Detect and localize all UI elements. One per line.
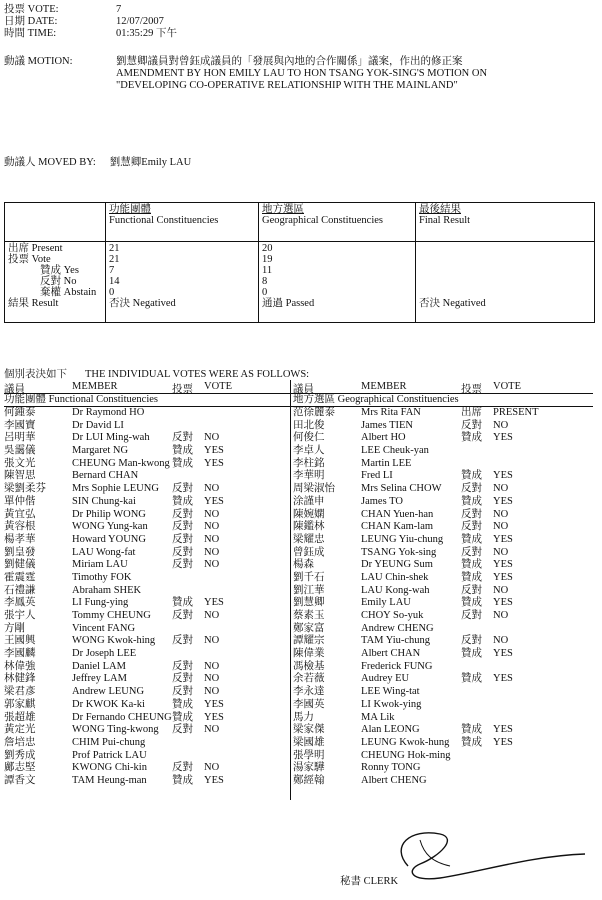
member-vote-row bbox=[4, 610, 304, 623]
member-vote-row bbox=[293, 648, 593, 661]
member-name-zh: 郭家麒 bbox=[4, 698, 36, 710]
member-vote-row bbox=[293, 483, 593, 496]
vote-en: YES bbox=[493, 736, 513, 748]
individual-votes-title: 個別表決如下 THE INDIVIDUAL VOTES WERE AS FOLLOWS: bbox=[4, 369, 310, 380]
gc-header: 地方選區 Geographical Constituencies bbox=[259, 203, 416, 242]
member-name-zh: 何俊仁 bbox=[293, 432, 325, 444]
member-name-en: SIN Chung-kai bbox=[72, 495, 136, 507]
vote-en: NO bbox=[204, 559, 220, 571]
vote-zh: 贊成 bbox=[461, 724, 482, 736]
member-name-en: Timothy FOK bbox=[72, 571, 132, 583]
member-name-zh: 范徐麗泰 bbox=[293, 407, 335, 418]
member-name-zh: 湯家驊 bbox=[293, 762, 325, 774]
member-vote-row bbox=[4, 509, 304, 522]
vote-zh: 贊成 bbox=[172, 457, 193, 469]
member-name-en: WONG Kwok-hing bbox=[72, 635, 156, 647]
member-vote-row bbox=[293, 534, 593, 547]
member-vote-row bbox=[4, 762, 304, 775]
vote-en: YES bbox=[493, 673, 513, 685]
member-name-en: Margaret NG bbox=[72, 445, 129, 457]
member-name-en: Miriam LAU bbox=[72, 559, 128, 571]
gc-votes-column bbox=[290, 380, 593, 800]
vote-zh: 反對 bbox=[172, 686, 193, 698]
member-name-en: Audrey EU bbox=[361, 673, 410, 685]
member-name-en: Mrs Sophie LEUNG bbox=[72, 483, 159, 495]
motion-label: 動議 MOTION: bbox=[4, 56, 73, 67]
gc-results: 20 19 11 8 0 通過 Passed bbox=[259, 242, 416, 323]
member-name-zh: 譚耀宗 bbox=[293, 635, 325, 647]
member-name-en: Alan LEONG bbox=[361, 724, 420, 736]
summary-row-labels: 出席 Present 投票 Vote 贊成 Yes 反對 No 棄權 Abstain 結果 Result bbox=[5, 242, 106, 323]
member-vote-row bbox=[293, 547, 593, 560]
gc-section-title: 地方選區 Geographical Constituencies bbox=[293, 394, 593, 407]
vote-zh: 贊成 bbox=[461, 495, 482, 507]
member-vote-row bbox=[4, 737, 304, 750]
vote-en: PRESENT bbox=[493, 407, 539, 418]
member-name-en: Albert CHAN bbox=[361, 648, 421, 660]
member-name-zh: 黃定光 bbox=[4, 724, 36, 736]
vote-en: YES bbox=[204, 711, 224, 723]
member-name-en: KWONG Chi-kin bbox=[72, 762, 147, 774]
member-name-en: LEE Cheuk-yan bbox=[361, 445, 429, 457]
member-name-zh: 楊森 bbox=[293, 559, 314, 571]
member-vote-row bbox=[293, 623, 593, 636]
vote-en: NO bbox=[204, 521, 220, 533]
vote-zh: 出席 bbox=[461, 407, 482, 418]
vote-zh: 贊成 bbox=[461, 470, 482, 482]
member-name-zh: 李華明 bbox=[293, 470, 325, 482]
member-name-en: LEUNG Yiu-chung bbox=[361, 533, 444, 545]
vote-date: 日期 DATE: 12/07/2007 bbox=[4, 16, 164, 27]
vote-en: YES bbox=[204, 774, 224, 786]
fc-header: 功能團體 Functional Constituencies bbox=[106, 203, 259, 242]
member-vote-row bbox=[293, 458, 593, 471]
member-vote-row bbox=[293, 496, 593, 509]
member-vote-row bbox=[4, 699, 304, 712]
member-name-zh: 方剛 bbox=[4, 622, 25, 634]
member-name-en: CHEUNG Man-kwong bbox=[72, 457, 170, 469]
fc-votes-column bbox=[4, 380, 304, 788]
vote-zh: 反對 bbox=[461, 635, 482, 647]
vote-zh: 贊成 bbox=[172, 711, 193, 723]
vote-zh: 贊成 bbox=[172, 774, 193, 786]
member-vote-row bbox=[293, 521, 593, 534]
member-name-zh: 黃宜弘 bbox=[4, 508, 36, 520]
member-name-zh: 吳靄儀 bbox=[4, 445, 36, 457]
vote-en: NO bbox=[204, 610, 220, 621]
member-name-zh: 石禮謙 bbox=[4, 584, 36, 596]
vote-en: YES bbox=[493, 597, 513, 609]
member-name-zh: 鄭家富 bbox=[293, 622, 325, 634]
member-name-zh: 林偉強 bbox=[4, 660, 36, 672]
member-name-zh: 詹培忠 bbox=[4, 736, 36, 748]
member-name-zh: 梁君彥 bbox=[4, 686, 36, 698]
vote-zh: 反對 bbox=[461, 521, 482, 533]
vote-zh: 贊成 bbox=[461, 533, 482, 545]
vote-en: NO bbox=[204, 533, 220, 545]
member-name-en: Ronny TONG bbox=[361, 762, 421, 774]
moved-by: 動議人 MOVED BY: 劉慧卿Emily LAU bbox=[4, 157, 192, 168]
member-vote-row bbox=[4, 597, 304, 610]
vote-en: NO bbox=[493, 584, 509, 596]
vote-en: YES bbox=[493, 470, 513, 482]
member-vote-row bbox=[293, 445, 593, 458]
member-name-en: Dr Philip WONG bbox=[72, 508, 146, 520]
vote-en: YES bbox=[204, 597, 224, 609]
member-name-zh: 陳偉業 bbox=[293, 648, 325, 660]
vote-zh: 贊成 bbox=[461, 648, 482, 660]
vote-zh: 反對 bbox=[461, 584, 482, 596]
member-vote-row bbox=[4, 585, 304, 598]
member-name-en: CHAN Yuen-han bbox=[361, 508, 434, 520]
member-name-en: MA Lik bbox=[361, 711, 395, 723]
member-name-zh: 余若薇 bbox=[293, 673, 325, 685]
vote-zh: 贊成 bbox=[172, 597, 193, 609]
member-name-zh: 霍震霆 bbox=[4, 571, 36, 583]
member-name-en: Mrs Selina CHOW bbox=[361, 483, 442, 495]
vote-zh: 贊成 bbox=[172, 445, 193, 457]
member-vote-row bbox=[4, 547, 304, 560]
member-name-en: Dr KWOK Ka-ki bbox=[72, 698, 145, 710]
member-vote-row bbox=[293, 775, 593, 788]
member-vote-row bbox=[293, 635, 593, 648]
member-name-en: Dr David LI bbox=[72, 419, 124, 431]
member-name-zh: 李卓人 bbox=[293, 445, 325, 457]
member-name-zh: 呂明華 bbox=[4, 432, 36, 444]
clerk-label: 秘書 CLERK bbox=[340, 876, 399, 887]
member-name-en: Martin LEE bbox=[361, 457, 412, 469]
vote-zh: 反對 bbox=[172, 724, 193, 736]
member-name-zh: 李國寶 bbox=[4, 419, 36, 431]
member-name-en: Dr Joseph LEE bbox=[72, 648, 137, 660]
vote-zh: 贊成 bbox=[461, 673, 482, 685]
member-name-en: TSANG Yok-sing bbox=[361, 546, 437, 558]
member-name-zh: 單仲偕 bbox=[4, 495, 36, 507]
member-name-en: Dr Fernando CHEUNG bbox=[72, 711, 172, 723]
member-name-zh: 梁劉柔芬 bbox=[4, 483, 46, 495]
vote-en: NO bbox=[493, 508, 509, 520]
vote-zh: 反對 bbox=[172, 610, 193, 621]
vote-zh: 反對 bbox=[172, 533, 193, 545]
vote-zh: 反對 bbox=[172, 762, 193, 774]
member-vote-row bbox=[293, 509, 593, 522]
member-vote-row bbox=[293, 470, 593, 483]
member-name-en: LAU Kong-wah bbox=[361, 584, 430, 596]
member-name-zh: 鄺志堅 bbox=[4, 762, 36, 774]
member-vote-row bbox=[293, 597, 593, 610]
fc-section-title: 功能團體 Functional Constituencies bbox=[4, 394, 304, 407]
member-name-en: Andrew LEUNG bbox=[72, 686, 145, 698]
vote-zh: 反對 bbox=[461, 483, 482, 495]
member-name-zh: 李鳳英 bbox=[4, 597, 36, 609]
member-name-zh: 劉江華 bbox=[293, 584, 325, 596]
vote-en: NO bbox=[493, 483, 509, 495]
vote-zh: 贊成 bbox=[461, 597, 482, 609]
vote-zh: 反對 bbox=[172, 673, 193, 685]
member-name-en: CHAN Kam-lam bbox=[361, 521, 434, 533]
vote-time: 時間 TIME: 01:35:29 下午 bbox=[4, 28, 177, 39]
vote-en: YES bbox=[204, 445, 224, 457]
member-name-en: Emily LAU bbox=[361, 597, 411, 609]
vote-en: YES bbox=[493, 571, 513, 583]
vote-en: NO bbox=[204, 660, 220, 672]
member-name-zh: 李永達 bbox=[293, 686, 325, 698]
member-vote-row bbox=[4, 661, 304, 674]
vote-zh: 反對 bbox=[172, 521, 193, 533]
member-name-zh: 陳智思 bbox=[4, 470, 36, 482]
member-name-en: Prof Patrick LAU bbox=[72, 749, 147, 761]
member-vote-row bbox=[4, 534, 304, 547]
vote-en: YES bbox=[493, 559, 513, 571]
member-name-zh: 張文光 bbox=[4, 457, 36, 469]
member-name-en: LI Fung-ying bbox=[72, 597, 129, 609]
member-name-zh: 蔡素玉 bbox=[293, 610, 325, 621]
member-name-zh: 馮檢基 bbox=[293, 660, 325, 672]
member-name-zh: 林健鋒 bbox=[4, 673, 36, 685]
member-name-en: Frederick FUNG bbox=[361, 660, 433, 672]
vote-number: 投票 VOTE: 7 bbox=[4, 4, 122, 15]
member-name-zh: 王國興 bbox=[4, 635, 36, 647]
member-name-zh: 陳鑑林 bbox=[293, 521, 325, 533]
final-header: 最後結果 Final Result bbox=[416, 203, 595, 242]
member-vote-row bbox=[293, 420, 593, 433]
member-name-en: LEUNG Kwok-hung bbox=[361, 736, 450, 748]
member-vote-row bbox=[4, 775, 304, 788]
vote-zh: 反對 bbox=[172, 432, 193, 444]
member-vote-row bbox=[4, 750, 304, 763]
vote-zh: 贊成 bbox=[461, 571, 482, 583]
vote-en: NO bbox=[493, 419, 509, 431]
column-header: 議員 MEMBER 投票 VOTE bbox=[293, 380, 593, 394]
vote-en: NO bbox=[204, 762, 220, 774]
member-vote-row bbox=[4, 673, 304, 686]
member-vote-row bbox=[293, 762, 593, 775]
member-name-en: LAU Chin-shek bbox=[361, 571, 429, 583]
vote-zh: 反對 bbox=[172, 559, 193, 571]
vote-en: NO bbox=[493, 521, 509, 533]
vote-en: YES bbox=[204, 457, 224, 469]
member-vote-row bbox=[4, 521, 304, 534]
vote-en: NO bbox=[204, 432, 220, 444]
vote-en: NO bbox=[204, 686, 220, 698]
member-name-en: LAU Wong-fat bbox=[72, 546, 136, 558]
member-name-en: Vincent FANG bbox=[72, 622, 136, 634]
member-name-en: Abraham SHEK bbox=[72, 584, 142, 596]
member-vote-row bbox=[293, 750, 593, 763]
member-name-zh: 劉秀成 bbox=[4, 749, 36, 761]
member-name-en: Tommy CHEUNG bbox=[72, 610, 151, 621]
member-name-zh: 馬力 bbox=[293, 711, 314, 723]
member-vote-row bbox=[4, 623, 304, 636]
member-vote-row bbox=[4, 458, 304, 471]
vote-en: NO bbox=[204, 635, 220, 647]
member-name-en: WONG Ting-kwong bbox=[72, 724, 159, 736]
vote-en: NO bbox=[204, 483, 220, 495]
member-name-zh: 劉慧卿 bbox=[293, 597, 325, 609]
member-vote-row bbox=[293, 610, 593, 623]
member-name-zh: 黃容根 bbox=[4, 521, 36, 533]
member-name-en: James TIEN bbox=[361, 419, 414, 431]
member-name-en: Bernard CHAN bbox=[72, 470, 139, 482]
member-vote-row bbox=[293, 661, 593, 674]
member-name-zh: 梁家傑 bbox=[293, 724, 325, 736]
member-name-en: Albert HO bbox=[361, 432, 406, 444]
vote-zh: 反對 bbox=[172, 508, 193, 520]
member-vote-row bbox=[4, 496, 304, 509]
member-name-zh: 李國麟 bbox=[4, 648, 36, 660]
vote-zh: 贊成 bbox=[172, 698, 193, 710]
clerk-signature bbox=[380, 826, 590, 890]
member-vote-row bbox=[293, 572, 593, 585]
vote-en: YES bbox=[204, 495, 224, 507]
vote-en: YES bbox=[493, 533, 513, 545]
member-name-zh: 劉千石 bbox=[293, 571, 325, 583]
member-vote-row bbox=[4, 407, 304, 420]
vote-zh: 反對 bbox=[461, 419, 482, 431]
vote-zh: 反對 bbox=[461, 508, 482, 520]
member-name-en: CHOY So-yuk bbox=[361, 610, 424, 621]
member-vote-row bbox=[4, 635, 304, 648]
vote-zh: 贊成 bbox=[172, 495, 193, 507]
member-vote-row bbox=[4, 686, 304, 699]
member-vote-row bbox=[4, 572, 304, 585]
member-vote-row bbox=[4, 559, 304, 572]
vote-zh: 反對 bbox=[172, 546, 193, 558]
fc-results: 21 21 7 14 0 否決 Negatived bbox=[106, 242, 259, 323]
vote-en: NO bbox=[204, 673, 220, 685]
member-vote-row bbox=[293, 724, 593, 737]
member-name-en: Albert CHENG bbox=[361, 774, 427, 786]
member-vote-row bbox=[4, 712, 304, 725]
vote-en: NO bbox=[493, 635, 509, 647]
member-name-zh: 劉皇發 bbox=[4, 546, 36, 558]
member-name-en: LI Kwok-ying bbox=[361, 698, 422, 710]
member-vote-row bbox=[293, 559, 593, 572]
vote-en: NO bbox=[493, 546, 509, 558]
member-vote-row bbox=[4, 724, 304, 737]
vote-zh: 反對 bbox=[461, 546, 482, 558]
member-vote-row bbox=[293, 712, 593, 725]
member-name-zh: 李國英 bbox=[293, 698, 325, 710]
member-vote-row bbox=[293, 699, 593, 712]
member-vote-row bbox=[293, 585, 593, 598]
vote-zh: 贊成 bbox=[461, 559, 482, 571]
member-name-en: LEE Wing-tat bbox=[361, 686, 420, 698]
vote-zh: 贊成 bbox=[461, 736, 482, 748]
vote-en: NO bbox=[204, 724, 220, 736]
member-name-en: Jeffrey LAM bbox=[72, 673, 127, 685]
member-name-zh: 楊孝華 bbox=[4, 533, 36, 545]
member-name-zh: 曾鈺成 bbox=[293, 546, 325, 558]
member-name-zh: 何鍾泰 bbox=[4, 407, 36, 418]
member-name-zh: 譚香文 bbox=[4, 774, 36, 786]
member-vote-row bbox=[4, 648, 304, 661]
member-name-en: James TO bbox=[361, 495, 403, 507]
member-vote-row bbox=[4, 483, 304, 496]
member-vote-row bbox=[4, 420, 304, 433]
member-name-zh: 陳婉嫻 bbox=[293, 508, 325, 520]
vote-en: NO bbox=[493, 610, 509, 621]
vote-en: YES bbox=[493, 495, 513, 507]
member-vote-row bbox=[293, 686, 593, 699]
member-name-en: CHEUNG Hok-ming bbox=[361, 749, 451, 761]
member-name-en: TAM Yiu-chung bbox=[361, 635, 431, 647]
member-name-zh: 涂謹申 bbox=[293, 495, 325, 507]
vote-en: YES bbox=[493, 648, 513, 660]
vote-zh: 反對 bbox=[172, 635, 193, 647]
member-name-zh: 田北俊 bbox=[293, 419, 325, 431]
member-name-en: Dr Raymond HO bbox=[72, 407, 145, 418]
vote-en: YES bbox=[493, 432, 513, 444]
member-vote-row bbox=[293, 407, 593, 420]
member-name-zh: 李柱銘 bbox=[293, 457, 325, 469]
member-vote-row bbox=[293, 673, 593, 686]
member-name-zh: 張超雄 bbox=[4, 711, 36, 723]
member-name-zh: 鄭經翰 bbox=[293, 774, 325, 786]
member-name-zh: 梁國雄 bbox=[293, 736, 325, 748]
vote-zh: 反對 bbox=[172, 483, 193, 495]
motion-text: 劉慧卿議員對曾鈺成議員的「發展與內地的合作關係」議案，作出的修正案 AMENDMENT BY HON EMILY LAU TO HON TSANG YOK-SING'S MOTION ON "DEVELOPING CO-OPERATIVE RELATIONSHIP WITH THE MAINLAND" bbox=[116, 56, 488, 91]
member-name-en: Fred LI bbox=[361, 470, 393, 482]
member-name-en: Andrew CHENG bbox=[361, 622, 434, 634]
vote-zh: 反對 bbox=[461, 610, 482, 621]
vote-en: NO bbox=[204, 546, 220, 558]
member-name-en: Mrs Rita FAN bbox=[361, 407, 421, 418]
member-vote-row bbox=[293, 737, 593, 750]
member-name-en: WONG Yung-kan bbox=[72, 521, 148, 533]
member-name-en: Howard YOUNG bbox=[72, 533, 146, 545]
member-vote-row bbox=[4, 470, 304, 483]
member-name-zh: 張學明 bbox=[293, 749, 325, 761]
member-vote-row bbox=[4, 445, 304, 458]
result-summary-table bbox=[4, 202, 595, 323]
member-name-zh: 周梁淑怡 bbox=[293, 483, 335, 495]
member-name-en: Dr LUI Ming-wah bbox=[72, 432, 150, 444]
vote-zh: 贊成 bbox=[461, 432, 482, 444]
member-name-zh: 張宇人 bbox=[4, 610, 36, 621]
member-name-en: TAM Heung-man bbox=[72, 774, 147, 786]
vote-en: YES bbox=[204, 698, 224, 710]
member-name-en: Daniel LAM bbox=[72, 660, 126, 672]
column-header: 議員 MEMBER 投票 VOTE bbox=[4, 380, 304, 394]
member-vote-row bbox=[4, 432, 304, 445]
member-name-en: CHIM Pui-chung bbox=[72, 736, 146, 748]
final-result: 否決 Negatived bbox=[416, 242, 595, 323]
member-name-zh: 梁耀忠 bbox=[293, 533, 325, 545]
member-name-zh: 劉健儀 bbox=[4, 559, 36, 571]
vote-zh: 反對 bbox=[172, 660, 193, 672]
member-name-en: Dr YEUNG Sum bbox=[361, 559, 433, 571]
vote-en: NO bbox=[204, 508, 220, 520]
member-vote-row bbox=[293, 432, 593, 445]
vote-en: YES bbox=[493, 724, 513, 736]
